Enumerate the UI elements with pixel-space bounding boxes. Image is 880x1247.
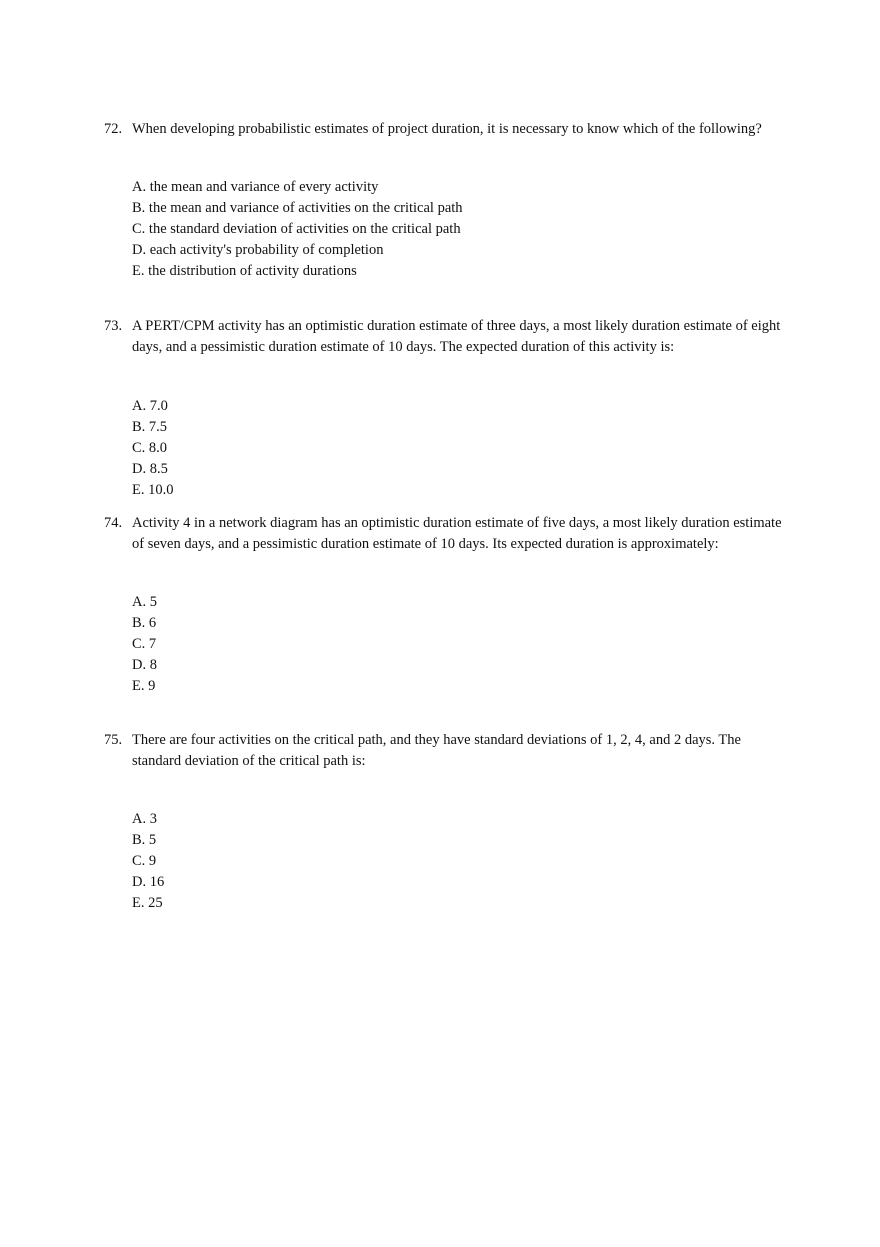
question-72 [104, 119, 784, 282]
answer-options [104, 809, 784, 914]
answer-option-e: E. 9 [132, 678, 156, 694]
answer-option-d: D. 8 [132, 657, 157, 673]
question-text: When developing probabilistic estimates of project duration, it is necessary to know which of the following? [132, 121, 762, 137]
answer-option-b: B. 6 [132, 615, 157, 631]
answer-options [104, 396, 784, 501]
question-text: A PERT/CPM activity has an optimistic duration estimate of three days, a most likely duration estimate of eight days, and a pessimistic duration estimate of 10 days. The expected duration of this activity is: [132, 318, 781, 355]
answer-option-d: D. each activity's probability of completion [132, 242, 384, 258]
answer-option-d: D. 8.5 [132, 461, 168, 477]
answer-option-e: E. 25 [132, 895, 163, 911]
answer-option-e: E. 10.0 [132, 482, 174, 498]
question-stem [104, 316, 784, 358]
answer-option-e: E. the distribution of activity durations [132, 263, 357, 279]
answer-option-a: A. 3 [132, 811, 157, 827]
question-text: There are four activities on the critical path, and they have standard deviations of 1, 2, 4, and 2 days. The standard deviation of the critical path is: [132, 732, 741, 769]
answer-option-c: C. 8.0 [132, 440, 168, 456]
answer-option-a: A. 5 [132, 594, 157, 610]
answer-option-c: C. the standard deviation of activities on the critical path [132, 221, 461, 237]
answer-option-c: C. 9 [132, 853, 157, 869]
answer-options [104, 592, 784, 697]
question-text: Activity 4 in a network diagram has an optimistic duration estimate of five days, a most likely duration estimate of seven days, and a pessimistic duration estimate of 10 days. Its expected duration is approximately: [132, 515, 782, 552]
question-stem [104, 730, 784, 772]
answer-option-b: B. 7.5 [132, 419, 168, 435]
question-75 [104, 730, 784, 914]
answer-options [104, 177, 784, 282]
answer-option-c: C. 7 [132, 636, 157, 652]
answer-option-d: D. 16 [132, 874, 165, 890]
question-number: 74. [104, 515, 123, 531]
question-number: 75. [104, 732, 123, 748]
answer-option-b: B. the mean and variance of activities on the critical path [132, 200, 463, 216]
question-74 [104, 513, 784, 697]
answer-option-a: A. 7.0 [132, 398, 168, 414]
question-number: 73. [104, 318, 123, 334]
answer-option-b: B. 5 [132, 832, 157, 848]
answer-option-a: A. the mean and variance of every activity [132, 179, 379, 195]
question-stem [104, 119, 784, 140]
question-number: 72. [104, 121, 123, 137]
question-stem [104, 513, 784, 555]
question-73 [104, 316, 784, 501]
